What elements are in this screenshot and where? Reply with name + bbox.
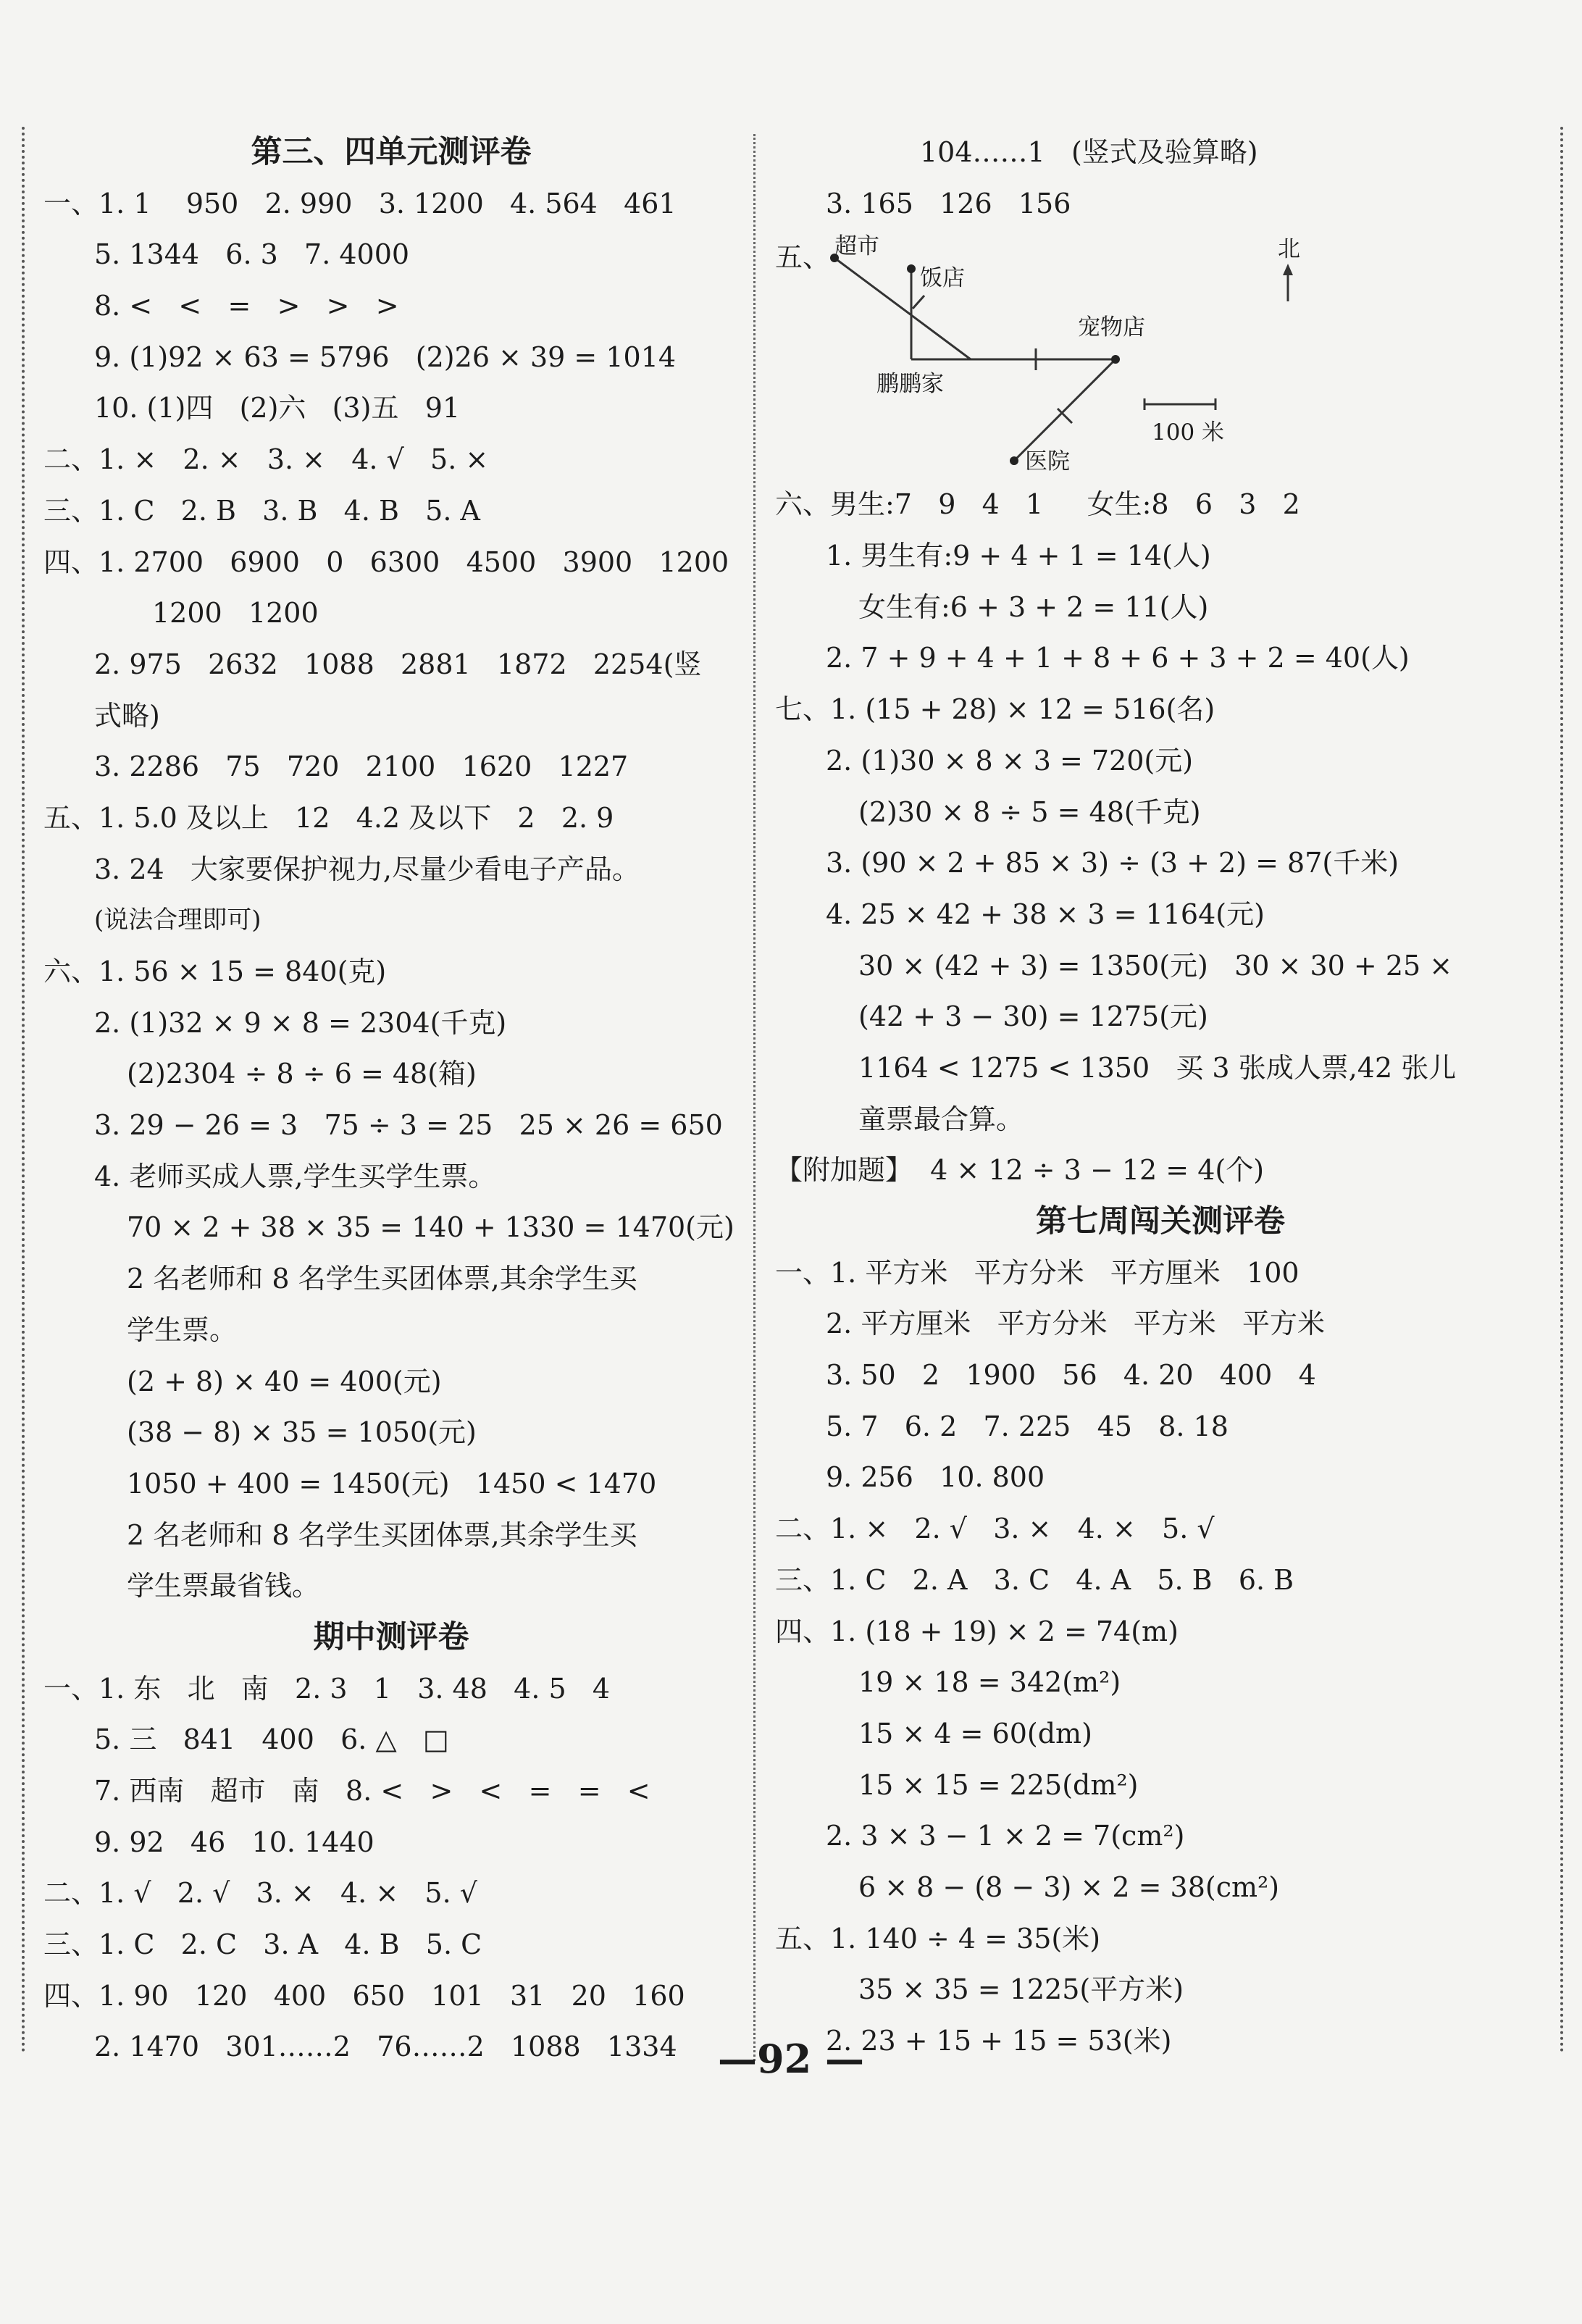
answer-line: 70 × 2 + 38 × 35 = 140 + 1330 = 1470(元) — [127, 1211, 734, 1244]
answer-line: 二、1. √ 2. √ 3. × 4. × 5. √ — [43, 1877, 477, 1910]
answer-line: 104……1 (竖式及验算略) — [920, 136, 1258, 168]
answer-line: 二、1. × 2. × 3. × 4. √ 5. × — [43, 443, 489, 476]
answer-line: 9. (1)92 × 63 = 5796 (2)26 × 39 = 1014 — [94, 340, 677, 373]
point-petshop — [1111, 355, 1120, 364]
label-scale: 100 米 — [1152, 419, 1225, 446]
answer-line: 9. 256 10. 800 — [826, 1461, 1045, 1494]
answer-line: 3. (90 × 2 + 85 × 3) ÷ (3 + 2) = 87(千米) — [826, 847, 1399, 879]
answer-line: 6 × 8 − (8 − 3) × 2 = 38(cm²) — [858, 1871, 1280, 1903]
map-section-label: 五、 — [775, 241, 831, 274]
answer-line: 1200 1200 — [152, 597, 319, 630]
section-title-week-7: 第七周闯关测评卷 — [1036, 1203, 1285, 1240]
label-hospital: 医院 — [1025, 448, 1070, 475]
answer-line: 2. 3 × 3 − 1 × 2 = 7(cm²) — [826, 1820, 1185, 1852]
answer-line: 1164 < 1275 < 1350 买 3 张成人票,42 张儿 — [858, 1051, 1457, 1084]
answer-line: 2 名老师和 8 名学生买团体票,其余学生买 — [127, 1518, 637, 1551]
answer-line: 2. (1)32 × 9 × 8 = 2304(千克) — [94, 1006, 507, 1039]
answer-line: 3. 165 126 156 — [826, 187, 1071, 220]
answer-line: 一、1. 平方米 平方分米 平方厘米 100 — [775, 1256, 1300, 1289]
scale-tick — [913, 296, 924, 309]
answer-line: 3. 2286 75 720 2100 1620 1227 — [94, 751, 629, 783]
answer-line: 35 × 35 = 1225(平方米) — [858, 1973, 1184, 2006]
point-hospital — [1010, 456, 1018, 465]
answer-line: 四、1. (18 + 19) × 2 = 74(m) — [775, 1615, 1179, 1647]
answer-line: (2)2304 ÷ 8 ÷ 6 = 48(箱) — [127, 1058, 477, 1090]
answer-line: 3. 24 大家要保护视力,尽量少看电子产品。 — [94, 853, 640, 885]
label-north: 北 — [1278, 236, 1300, 263]
answer-line: 3. 50 2 1900 56 4. 20 400 4 — [826, 1359, 1316, 1392]
answer-line: 2. 975 2632 1088 2881 1872 2254(竖 — [94, 648, 702, 680]
answer-line: (42 + 3 − 30) = 1275(元) — [858, 1000, 1208, 1033]
label-pet-shop: 宠物店 — [1078, 314, 1145, 341]
bonus-question-line: 【附加题】 4 × 12 ÷ 3 − 12 = 4(个) — [775, 1154, 1265, 1187]
column-divider — [753, 134, 756, 2061]
answer-line: 六、男生:7 9 4 1 女生:8 6 3 2 — [775, 488, 1300, 521]
section-title-unit-3-4: 第三、四单元测评卷 — [251, 134, 532, 170]
answer-line: 三、1. C 2. B 3. B 4. B 5. A — [43, 494, 480, 527]
answer-line: 1050 + 400 = 1450(元) 1450 < 1470 — [127, 1467, 657, 1500]
north-arrow-head — [1283, 264, 1293, 275]
answer-line: 式略) — [94, 699, 160, 732]
answer-line: 四、1. 2700 6900 0 6300 4500 3900 1200 — [43, 546, 729, 578]
label-restaurant: 饭店 — [920, 265, 965, 292]
answer-line: 2. 1470 301……2 76……2 1088 1334 — [94, 2031, 677, 2063]
answer-line: 二、1. × 2. √ 3. × 4. × 5. √ — [775, 1513, 1215, 1545]
answer-line: 4. 25 × 42 + 38 × 3 = 1164(元) — [826, 898, 1265, 930]
answer-line: 一、1. 东 北 南 2. 3 1 3. 48 4. 5 4 — [43, 1672, 611, 1705]
left-border-rule — [22, 127, 25, 2054]
answer-line: 五、1. 140 ÷ 4 = 35(米) — [775, 1922, 1101, 1955]
answer-line: 5. 7 6. 2 7. 225 45 8. 18 — [826, 1410, 1229, 1442]
answer-line: 3. 29 − 26 = 3 75 ÷ 3 = 25 25 × 26 = 650 — [94, 1109, 723, 1142]
answer-line: 2. 23 + 15 + 15 = 53(米) — [826, 2025, 1172, 2057]
answer-line: 童票最合算。 — [858, 1103, 1024, 1135]
page-number: —92 — — [718, 2036, 864, 2082]
answer-line: 四、1. 90 120 400 650 101 31 20 160 — [43, 1979, 685, 2012]
answer-line: 5. 三 841 400 6. △ □ — [94, 1723, 449, 1756]
answer-line: 30 × (42 + 3) = 1350(元) 30 × 30 + 25 × — [858, 949, 1453, 982]
answer-line: 学生票最省钱。 — [127, 1570, 320, 1602]
point-restaurant — [907, 264, 916, 273]
answer-line: 学生票。 — [127, 1313, 238, 1346]
label-home: 鹏鹏家 — [876, 371, 944, 398]
right-column — [775, 127, 1546, 2067]
answer-line: 2. 平方厘米 平方分米 平方米 平方米 — [826, 1308, 1326, 1340]
left-column — [43, 127, 739, 2073]
answer-line: 1. 男生有:9 + 4 + 1 = 14(人) — [826, 540, 1211, 572]
answer-line: 七、1. (15 + 28) × 12 = 516(名) — [775, 693, 1215, 726]
answer-line: 女生有:6 + 3 + 2 = 11(人) — [858, 590, 1209, 623]
answer-line: 9. 92 46 10. 1440 — [94, 1826, 374, 1858]
answer-line: 7. 西南 超市 南 8. < > < = = < — [94, 1775, 650, 1807]
route-map — [775, 229, 1546, 479]
answer-line: 2. (1)30 × 8 × 3 = 720(元) — [826, 744, 1194, 777]
answer-line: 三、1. C 2. A 3. C 4. A 5. B 6. B — [775, 1563, 1294, 1596]
answer-line: 5. 1344 6. 3 7. 4000 — [94, 238, 410, 271]
label-supermarket: 超市 — [834, 233, 879, 260]
answer-line: 4. 老师买成人票,学生买学生票。 — [94, 1160, 496, 1192]
answer-line: 2. 7 + 9 + 4 + 1 + 8 + 6 + 3 + 2 = 40(人) — [826, 642, 1410, 674]
section-title-midterm: 期中测评卷 — [313, 1618, 469, 1655]
answer-note: (说法合理即可) — [94, 906, 261, 935]
answer-line: 五、1. 5.0 及以上 12 4.2 及以下 2 2. 9 — [43, 801, 614, 834]
answer-line: 一、1. 1 950 2. 990 3. 1200 4. 564 461 — [43, 187, 677, 220]
answer-line: 六、1. 56 × 15 = 840(克) — [43, 956, 387, 987]
answer-line: (2)30 × 8 ÷ 5 = 48(千克) — [858, 795, 1201, 828]
answer-line: (2 + 8) × 40 = 400(元) — [127, 1365, 442, 1397]
answer-line: 三、1. C 2. C 3. A 4. B 5. C — [43, 1928, 482, 1961]
answer-line: (38 − 8) × 35 = 1050(元) — [127, 1416, 477, 1449]
right-border-rule — [1560, 127, 1563, 2054]
answer-line: 8. < < = > > > — [94, 290, 399, 322]
answer-line: 15 × 15 = 225(dm²) — [858, 1768, 1139, 1801]
answer-line: 15 × 4 = 60(dm) — [858, 1717, 1092, 1750]
answer-line: 10. (1)四 (2)六 (3)五 91 — [94, 392, 461, 425]
answer-line: 2 名老师和 8 名学生买团体票,其余学生买 — [127, 1263, 637, 1295]
answer-line: 19 × 18 = 342(m²) — [858, 1666, 1121, 1699]
